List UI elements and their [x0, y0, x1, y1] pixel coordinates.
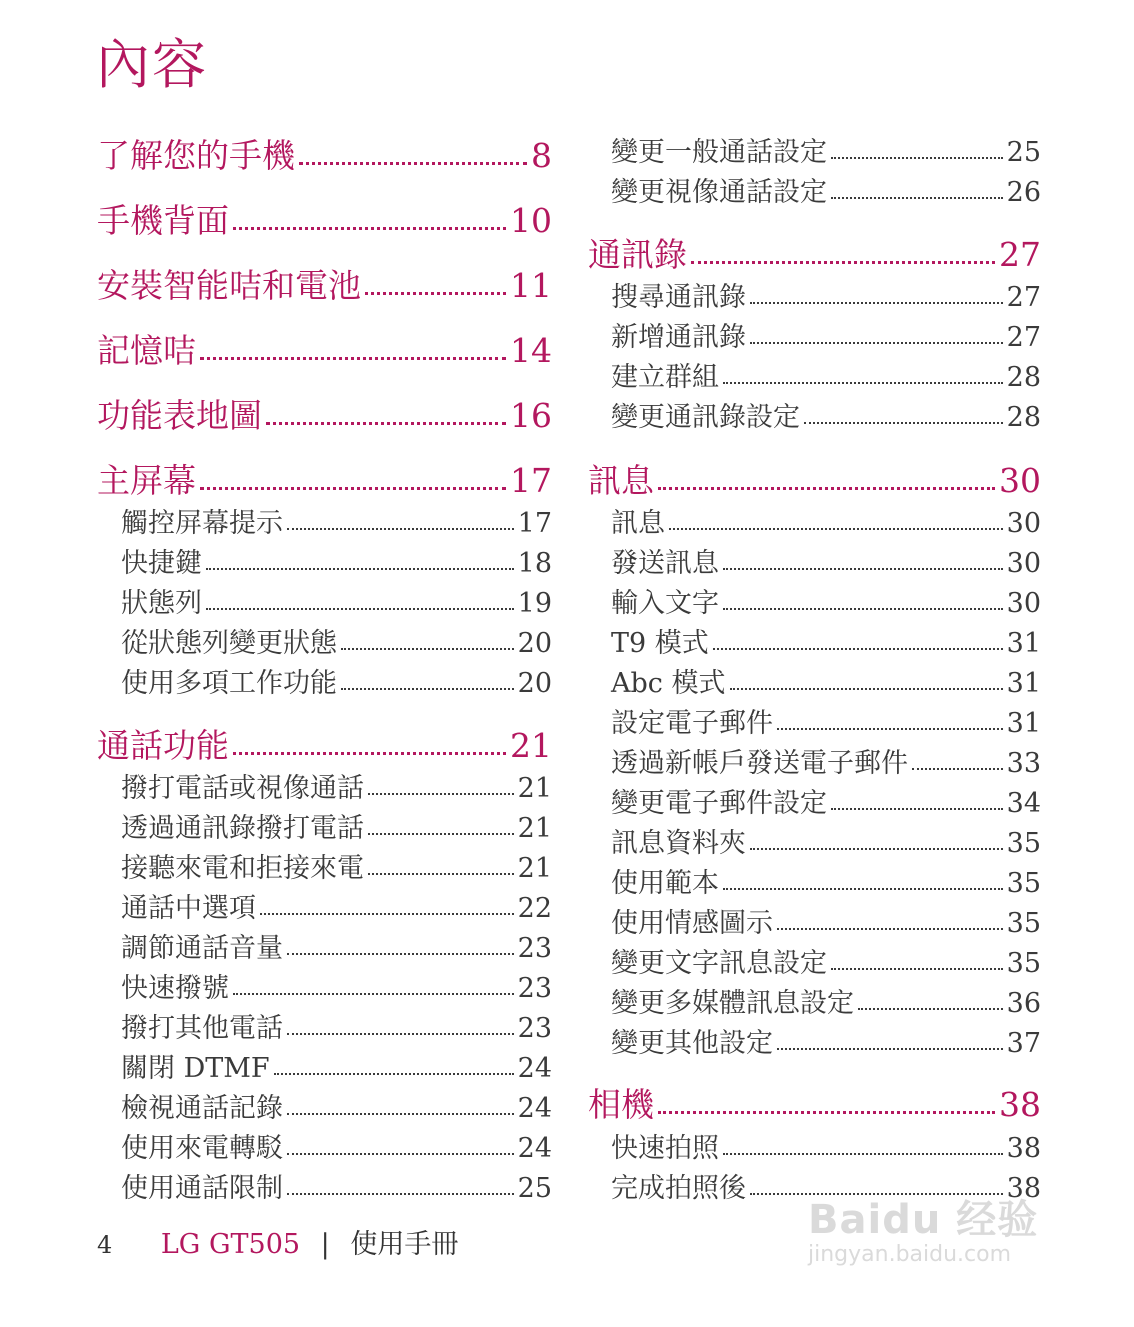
toc-label: 變更多媒體訊息設定	[611, 988, 854, 1019]
toc-subentry[interactable]	[121, 1052, 552, 1086]
toc-label: 檢視通話記錄	[121, 1093, 283, 1124]
toc-subentry[interactable]	[121, 547, 552, 581]
leader-dots	[691, 261, 995, 264]
leader-dots	[750, 302, 1003, 304]
toc-subentry[interactable]	[611, 401, 1041, 435]
toc-subentry[interactable]	[121, 1172, 552, 1206]
toc-subentry[interactable]	[121, 627, 552, 661]
toc-page: 38	[999, 1085, 1041, 1124]
toc-label: 手機背面	[97, 201, 229, 240]
leader-dots	[750, 342, 1003, 344]
toc-label: 變更一般通話設定	[611, 137, 827, 168]
toc-page: 19	[517, 588, 552, 619]
toc-label: 使用通話限制	[121, 1173, 283, 1204]
toc-page: 33	[1006, 748, 1041, 779]
toc-subentry[interactable]	[611, 361, 1041, 395]
toc-label: 搜尋通訊錄	[611, 282, 746, 313]
toc-page: 28	[1006, 402, 1041, 433]
toc-subentry[interactable]	[121, 507, 552, 541]
toc-label: 撥打電話或視像通話	[121, 773, 364, 804]
toc-page: 30	[1006, 508, 1041, 539]
toc-entry[interactable]	[588, 461, 1041, 501]
toc-subentry[interactable]	[121, 772, 552, 806]
toc-page: 16	[510, 396, 552, 435]
toc-label: 訊息	[588, 461, 654, 500]
toc-subentry[interactable]	[611, 747, 1041, 781]
toc-subentry[interactable]	[611, 867, 1041, 901]
leader-dots	[723, 568, 1003, 570]
toc-label: 設定電子郵件	[611, 708, 773, 739]
leader-dots	[287, 528, 514, 530]
toc-subentry[interactable]	[611, 987, 1041, 1021]
toc-label: 變更文字訊息設定	[611, 948, 827, 979]
toc-page: 10	[510, 201, 552, 240]
toc-label: 完成拍照後	[611, 1173, 746, 1204]
leader-dots	[658, 487, 995, 490]
toc-label: 變更其他設定	[611, 1028, 773, 1059]
toc-label: 狀態列	[121, 588, 202, 619]
toc-label: 使用來電轉駁	[121, 1133, 283, 1164]
toc-page: 8	[531, 136, 552, 175]
toc-page: 37	[1006, 1028, 1041, 1059]
toc-page: 21	[517, 773, 552, 804]
leader-dots	[723, 608, 1003, 610]
leader-dots	[368, 833, 514, 835]
toc-page: 23	[517, 933, 552, 964]
leader-dots	[233, 752, 506, 755]
leader-dots	[274, 1073, 514, 1075]
toc-page: 23	[517, 973, 552, 1004]
toc-subentry[interactable]	[611, 547, 1041, 581]
leader-dots	[287, 1113, 514, 1115]
toc-page: 30	[999, 461, 1041, 500]
toc-label: 接聽來電和拒接來電	[121, 853, 364, 884]
leader-dots	[206, 568, 514, 570]
toc-subentry[interactable]	[121, 932, 552, 966]
toc-label: 變更視像通話設定	[611, 177, 827, 208]
toc-page: 18	[517, 548, 552, 579]
toc-page: 31	[1006, 708, 1041, 739]
leader-dots	[287, 1153, 514, 1155]
baidu-logo: Baidu 经验	[808, 1197, 1039, 1243]
toc-label: 使用多項工作功能	[121, 668, 337, 699]
toc-subentry[interactable]	[611, 627, 1041, 661]
toc-page: 27	[1006, 322, 1041, 353]
toc-subentry[interactable]	[611, 907, 1041, 941]
toc-page: 31	[1006, 668, 1041, 699]
leader-dots	[730, 688, 1003, 690]
toc-page: 36	[1006, 988, 1041, 1019]
leader-dots	[287, 953, 514, 955]
toc-subentry[interactable]	[121, 972, 552, 1006]
toc-label: 變更通訊錄設定	[611, 402, 800, 433]
toc-page: 30	[1006, 548, 1041, 579]
toc-label: 觸控屏幕提示	[121, 508, 283, 539]
toc-subentry[interactable]	[611, 707, 1041, 741]
toc-subentry[interactable]	[611, 587, 1041, 621]
leader-dots	[858, 1008, 1003, 1010]
toc-label: 記憶咭	[97, 331, 196, 370]
toc-page: 31	[1006, 628, 1041, 659]
baidu-watermark	[808, 1198, 1058, 1278]
toc-label: 快速拍照	[611, 1133, 719, 1164]
toc-label: 安裝智能咭和電池	[97, 266, 361, 305]
toc-page: 21	[517, 813, 552, 844]
toc-subentry[interactable]	[611, 136, 1041, 170]
brand-model: LG GT505	[160, 1229, 301, 1260]
toc-page: 26	[1006, 177, 1041, 208]
leader-dots	[287, 1033, 514, 1035]
toc-page: 22	[517, 893, 552, 924]
toc-entry[interactable]	[97, 266, 552, 306]
toc-label: 新增通訊錄	[611, 322, 746, 353]
leader-dots	[713, 648, 1003, 650]
toc-page: 11	[510, 266, 552, 305]
leader-dots	[200, 357, 506, 360]
toc-label: 建立群組	[611, 362, 719, 393]
leader-dots	[266, 422, 506, 425]
toc-page: 30	[1006, 588, 1041, 619]
toc-page: 24	[517, 1093, 552, 1124]
toc-page: 24	[517, 1133, 552, 1164]
footer-separator: |	[320, 1229, 330, 1260]
toc-subentry[interactable]	[121, 667, 552, 701]
toc-page: 23	[517, 1013, 552, 1044]
toc-entry[interactable]	[588, 1085, 1041, 1125]
leader-dots	[658, 1111, 995, 1114]
toc-entry[interactable]	[97, 726, 552, 766]
toc-page: 17	[517, 508, 552, 539]
toc-subentry[interactable]	[121, 587, 552, 621]
toc-entry[interactable]	[97, 136, 552, 176]
toc-subentry[interactable]	[121, 812, 552, 846]
leader-dots	[341, 688, 514, 690]
toc-label: 通訊錄	[588, 235, 687, 274]
toc-label: 從狀態列變更狀態	[121, 628, 337, 659]
leader-dots	[368, 793, 514, 795]
toc-page: 21	[510, 726, 552, 765]
toc-label: Abc 模式	[611, 668, 726, 699]
toc-entry[interactable]	[97, 331, 552, 371]
toc-page: 35	[1006, 908, 1041, 939]
toc-page: 20	[517, 668, 552, 699]
toc-subentry[interactable]	[611, 176, 1041, 210]
toc-label: 了解您的手機	[97, 136, 295, 175]
toc-subentry[interactable]	[611, 1027, 1041, 1061]
toc-label: 相機	[588, 1085, 654, 1124]
toc-label: 透過通訊錄撥打電話	[121, 813, 364, 844]
leader-dots	[831, 968, 1003, 970]
toc-label: 變更電子郵件設定	[611, 788, 827, 819]
toc-label: 通話功能	[97, 726, 229, 765]
toc-label: 主屏幕	[97, 461, 196, 500]
toc-label: 訊息資料夾	[611, 828, 746, 859]
leader-dots	[287, 1193, 514, 1195]
toc-page: 14	[510, 331, 552, 370]
toc-subentry[interactable]	[611, 321, 1041, 355]
leader-dots	[723, 1153, 1003, 1155]
leader-dots	[260, 913, 514, 915]
toc-label: 輸入文字	[611, 588, 719, 619]
toc-page: 38	[1006, 1173, 1041, 1204]
toc-page: 24	[517, 1053, 552, 1084]
toc-subentry[interactable]	[121, 1132, 552, 1166]
toc-subentry[interactable]	[121, 852, 552, 886]
toc-label: 發送訊息	[611, 548, 719, 579]
toc-page: 20	[517, 628, 552, 659]
toc-label: 撥打其他電話	[121, 1013, 283, 1044]
toc-label: 通話中選項	[121, 893, 256, 924]
toc-entry[interactable]	[97, 396, 552, 436]
toc-page: 25	[517, 1173, 552, 1204]
toc-subentry[interactable]	[611, 1132, 1041, 1166]
leader-dots	[206, 608, 514, 610]
toc-label: 透過新帳戶發送電子郵件	[611, 748, 908, 779]
toc-label: 調節通話音量	[121, 933, 283, 964]
leader-dots	[233, 993, 514, 995]
toc-subentry[interactable]	[611, 947, 1041, 981]
toc-page: 17	[510, 461, 552, 500]
leader-dots	[750, 848, 1003, 850]
toc-label: 使用範本	[611, 868, 719, 899]
leader-dots	[200, 487, 506, 490]
toc-label: 快捷鍵	[121, 548, 202, 579]
leader-dots	[804, 422, 1003, 424]
page-number: 4	[97, 1231, 113, 1259]
leader-dots	[777, 928, 1003, 930]
leader-dots	[831, 157, 1003, 159]
leader-dots	[831, 197, 1003, 199]
toc-label: T9 模式	[611, 628, 709, 659]
toc-page: 35	[1006, 868, 1041, 899]
toc-page: 21	[517, 853, 552, 884]
toc-subentry[interactable]	[121, 892, 552, 926]
toc-subentry[interactable]	[121, 1092, 552, 1126]
page-footer	[97, 1228, 458, 1262]
toc-subentry[interactable]	[121, 1012, 552, 1046]
toc-page: 27	[1006, 282, 1041, 313]
toc-page: 28	[1006, 362, 1041, 393]
toc-page: 34	[1006, 788, 1041, 819]
toc-page: 35	[1006, 948, 1041, 979]
toc-subentry[interactable]	[611, 281, 1041, 315]
toc-entry[interactable]	[97, 461, 552, 501]
toc-page: 27	[999, 235, 1041, 274]
leader-dots	[777, 728, 1003, 730]
page-title: 內容	[96, 33, 208, 96]
toc-entry[interactable]	[97, 201, 552, 241]
leader-dots	[233, 227, 506, 230]
toc-subentry[interactable]	[611, 507, 1041, 541]
leader-dots	[669, 528, 1003, 530]
leader-dots	[341, 648, 514, 650]
toc-subentry[interactable]	[611, 827, 1041, 861]
leader-dots	[723, 382, 1003, 384]
toc-label: 訊息	[611, 508, 665, 539]
leader-dots	[750, 1193, 1003, 1195]
leader-dots	[831, 808, 1003, 810]
leader-dots	[912, 768, 1003, 770]
toc-page: 38	[1006, 1133, 1041, 1164]
leader-dots	[777, 1048, 1003, 1050]
toc-label: 快速撥號	[121, 973, 229, 1004]
toc-label: 使用情感圖示	[611, 908, 773, 939]
toc-entry[interactable]	[588, 235, 1041, 275]
leader-dots	[723, 888, 1003, 890]
toc-subentry[interactable]	[611, 667, 1041, 701]
toc-page: 25	[1006, 137, 1041, 168]
leader-dots	[368, 873, 514, 875]
toc-page: 35	[1006, 828, 1041, 859]
leader-dots	[365, 292, 506, 295]
watermark-url: jingyan.baidu.com	[808, 1242, 1012, 1267]
manual-label: 使用手冊	[350, 1229, 459, 1260]
toc-label: 關閉 DTMF	[121, 1053, 270, 1084]
toc-subentry[interactable]	[611, 787, 1041, 821]
toc-label: 功能表地圖	[97, 396, 262, 435]
leader-dots	[299, 162, 527, 165]
